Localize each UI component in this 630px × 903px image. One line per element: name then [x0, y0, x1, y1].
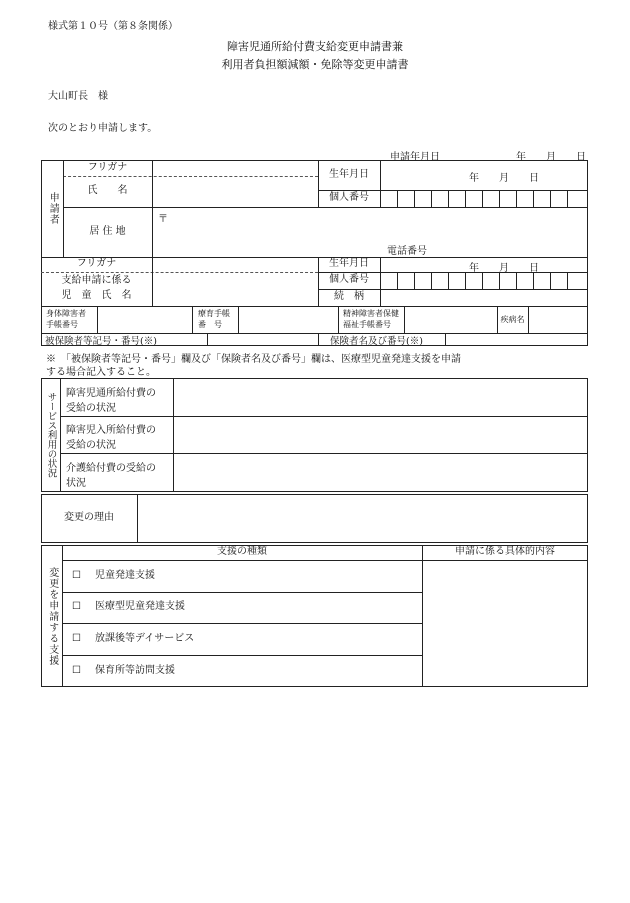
application-date-label: 申請年月日: [390, 152, 440, 163]
support-item-4[interactable]: [62, 655, 426, 687]
addressee: 大山町長 様: [48, 91, 108, 102]
child-birthdate-label: 生年月日: [329, 258, 369, 270]
support-item-2[interactable]: [62, 592, 426, 623]
applicant-address-label: 居 住 地: [89, 225, 126, 237]
support-item-1[interactable]: [62, 560, 426, 592]
applicant-section-label: 申請者: [47, 192, 59, 225]
insured-number-label: 被保険者等記号・番号(※): [45, 336, 157, 347]
checkbox-icon[interactable]: ☐: [72, 569, 81, 581]
application-date-units: 年 月 日: [516, 152, 586, 163]
form-number: 様式第１０号（第８条関係）: [48, 21, 178, 32]
phone-label: 電話番号: [387, 246, 427, 257]
service-usage-row1-line2: 受給の状況: [66, 403, 116, 414]
service-usage-row2-line1: 障害児入所給付費の: [66, 425, 156, 436]
checkbox-icon[interactable]: ☐: [72, 632, 81, 644]
form-title-line1: 障害児通所給付費支給変更申請書兼: [227, 40, 403, 53]
support-detail-header: 申請に係る具体的内容: [455, 546, 555, 558]
child-birthdate-units: 年 月 日: [469, 263, 539, 274]
postal-mark: 〒: [158, 214, 168, 225]
applicant-id-label: 個人番号: [329, 192, 369, 204]
applicant-furigana-label: フリガナ: [87, 161, 128, 173]
support-item-label: 児童発達支援: [94, 569, 155, 581]
mental-cert-label-2: 福祉手帳番号: [343, 320, 391, 329]
support-section-label: 変更を申請する支援: [46, 566, 58, 666]
support-item-label: 放課後等デイサービス: [94, 632, 195, 644]
applicant-name-label: 氏 名: [87, 185, 128, 197]
child-relation-label: 続 柄: [334, 291, 364, 303]
service-usage-row1-line1: 障害児通所給付費の: [66, 388, 156, 399]
note-line1: ※ 「被保険者等記号・番号」欄及び「保険者名及び番号」欄は、医療型児童発達支援を申請: [46, 354, 461, 365]
rehab-cert-label-1: 療育手帳: [198, 309, 230, 318]
disability-cert-label-1: 身体障害者: [46, 309, 86, 318]
form-title-line2: 利用者負担額減額・免除等変更申請書: [221, 58, 409, 71]
checkbox-icon[interactable]: ☐: [72, 601, 81, 613]
applicant-birthdate-units: 年 月 日: [469, 173, 539, 184]
support-item-label: 医療型児童発達支援: [94, 601, 185, 613]
service-usage-row2-line2: 受給の状況: [66, 440, 116, 451]
child-id-label: 個人番号: [329, 274, 369, 286]
child-name-label-line2: 児 童 氏 名: [61, 290, 132, 302]
applicant-birthdate-label: 生年月日: [329, 168, 369, 180]
service-usage-row3-line1: 介護給付費の受給の: [66, 463, 156, 474]
intro-text: 次のとおり申請します。: [48, 123, 158, 134]
mental-cert-label-1: 精神障害者保健: [343, 309, 399, 318]
child-furigana-label: フリガナ: [76, 258, 117, 270]
checkbox-icon[interactable]: ☐: [72, 664, 81, 676]
note-line2: する場合記入すること。: [46, 367, 156, 378]
disability-cert-label-2: 手帳番号: [46, 320, 78, 329]
child-name-label-line1: 支給申請に係る: [61, 275, 132, 287]
support-type-header: 支援の種類: [217, 546, 267, 558]
support-item-label: 保育所等訪問支援: [94, 664, 175, 676]
service-usage-row3-line2: 状況: [66, 478, 86, 489]
support-item-3[interactable]: [62, 623, 426, 655]
reason-label: 変更の理由: [64, 512, 114, 524]
insurer-name-label: 保険者名及び番号(※): [330, 336, 423, 347]
rehab-cert-label-2: 番 号: [198, 320, 222, 329]
disease-label: 疾病名: [500, 314, 525, 324]
service-usage-section-label: サービス利用の状況: [45, 392, 57, 478]
